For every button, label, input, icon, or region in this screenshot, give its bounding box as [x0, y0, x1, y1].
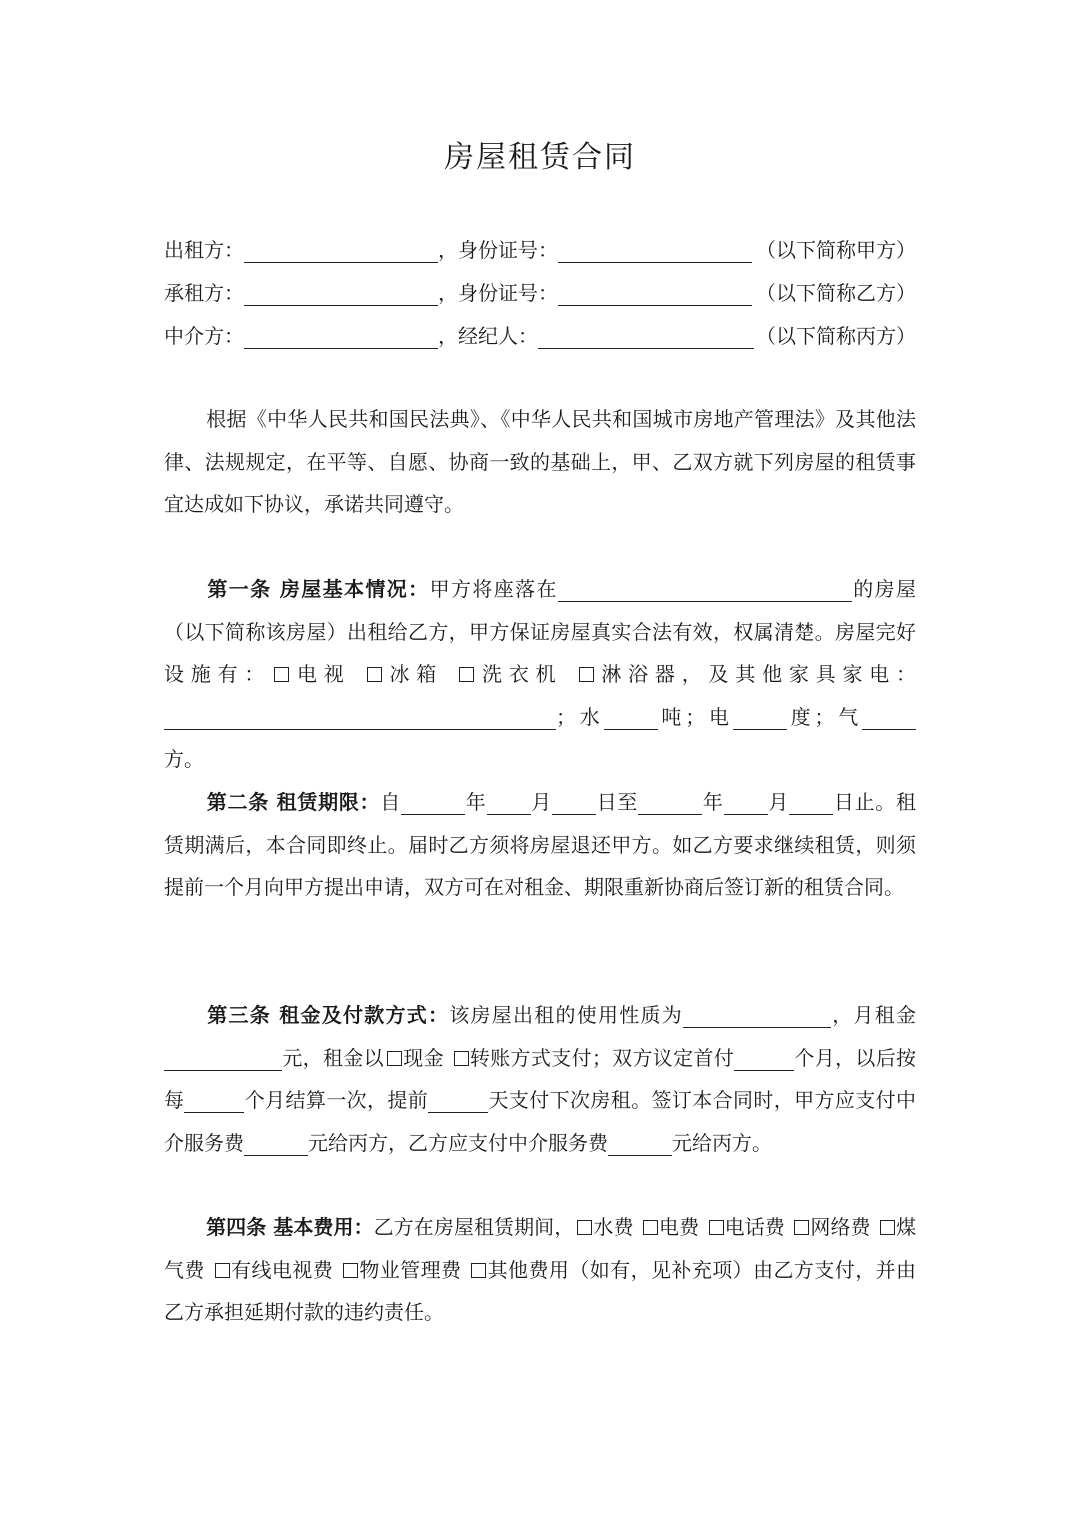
- article-2-text: 月: [767, 790, 790, 814]
- checkbox-icon[interactable]: [709, 1220, 724, 1235]
- appliances-blank: [164, 703, 556, 730]
- fee-label: 水费: [593, 1215, 634, 1239]
- electricity-blank: [733, 703, 787, 730]
- fee-label: 电话费: [724, 1215, 785, 1239]
- party-suffix: （以下简称丙方）: [756, 324, 916, 348]
- article-2-text: 租赁期满后，本合同即终止。届时乙方须将房屋退还甲方。如乙方要求继续租赁，则须提前一个月向甲方提出申请，双方可在对租金、期限重新协商后签订新的租赁合同。: [164, 790, 917, 899]
- checkbox-icon[interactable]: [577, 1220, 592, 1235]
- party-label: 中介方：: [164, 324, 244, 348]
- article-3-text: 个月结算一次，提前: [244, 1088, 429, 1112]
- start-month-blank: [487, 788, 531, 815]
- fee-label: 煤气费: [164, 1215, 917, 1282]
- document-title: 房屋租赁合同: [444, 140, 636, 175]
- article-3-text: 元给丙方。: [672, 1130, 772, 1155]
- checkbox-icon[interactable]: [643, 1220, 658, 1235]
- end-day-blank: [789, 788, 833, 815]
- checkbox-icon[interactable]: [274, 667, 289, 682]
- fee-label: 其他费用（如有，见补充项）: [487, 1257, 754, 1282]
- article-1-text: 度；气: [786, 704, 863, 729]
- article-1-text: 吨；电: [657, 704, 733, 729]
- gas-blank: [862, 703, 916, 730]
- party-lessee: [164, 272, 916, 314]
- end-year-blank: [638, 788, 702, 815]
- article-4-heading: 第四条 基本费用：: [206, 1215, 374, 1239]
- article-4-text: 乙方在房屋租赁期间，: [373, 1215, 575, 1239]
- id-blank: [558, 279, 752, 306]
- article-2-text: 日止。: [833, 790, 897, 814]
- item-label: 洗衣机: [475, 662, 563, 686]
- article-3-text: 转账方式支付；双方议定首付: [469, 1045, 735, 1070]
- article-4: [164, 1206, 916, 1334]
- lessee-fee-blank: [608, 1129, 672, 1156]
- checkbox-icon[interactable]: [459, 667, 474, 682]
- article-1-text: ，及其他家具家电：: [681, 662, 917, 686]
- fee-label: 物业管理费: [358, 1257, 462, 1282]
- party-lessor: [164, 229, 916, 271]
- fee-label: 有线电视费: [230, 1257, 334, 1282]
- article-3-text: ，月租金: [831, 1003, 917, 1027]
- id-blank: [558, 236, 752, 263]
- start-day-blank: [552, 788, 596, 815]
- article-3-text: 元给丙方，乙方应支付中介服务费: [308, 1130, 608, 1155]
- article-2-text: 自: [380, 790, 402, 814]
- name-blank: [244, 236, 438, 263]
- article-3-text: 该房屋出租的使用性质为: [449, 1003, 683, 1027]
- usage-blank: [683, 1001, 831, 1028]
- article-3-text: 元，租金以: [282, 1045, 384, 1070]
- party-label: 出租方：: [164, 238, 244, 262]
- article-1-text: 方。: [164, 747, 204, 771]
- article-2-text: 月: [530, 790, 552, 814]
- article-2-text: 日至: [595, 790, 639, 814]
- article-2-text: 年: [702, 790, 724, 814]
- id-label: ，身份证号：: [438, 238, 558, 262]
- fee-label: 网络费: [810, 1215, 871, 1239]
- agent-label: ，经纪人：: [438, 324, 538, 348]
- checkbox-icon[interactable]: [579, 667, 594, 682]
- agent-blank: [538, 322, 754, 349]
- article-3: [164, 994, 916, 1164]
- checkbox-icon[interactable]: [215, 1263, 230, 1278]
- checkbox-icon[interactable]: [367, 667, 382, 682]
- checkbox-icon[interactable]: [471, 1263, 486, 1278]
- article-2-heading: 第二条 租赁期限：: [206, 790, 381, 814]
- item-label: 淋浴器: [594, 662, 682, 686]
- party-suffix: （以下简称甲方）: [756, 238, 916, 262]
- first-payment-blank: [734, 1044, 794, 1071]
- article-1: [164, 568, 916, 781]
- checkbox-icon[interactable]: [880, 1220, 895, 1235]
- water-blank: [604, 703, 658, 730]
- end-month-blank: [724, 788, 768, 815]
- item-label: 电视: [290, 662, 351, 686]
- id-label: ，身份证号：: [438, 281, 558, 305]
- party-agency: [164, 315, 916, 357]
- start-year-blank: [401, 788, 465, 815]
- article-2-text: 年: [465, 790, 487, 814]
- article-1-text: 甲方将座落在: [429, 577, 558, 601]
- option-label: 现金: [402, 1045, 444, 1070]
- article-2: [164, 781, 916, 909]
- item-label: 冰箱: [382, 662, 444, 686]
- name-blank: [244, 279, 438, 306]
- checkbox-icon[interactable]: [794, 1220, 809, 1235]
- lessor-fee-blank: [244, 1129, 308, 1156]
- advance-days-blank: [428, 1086, 488, 1113]
- preamble-text: 根据《中华人民共和国民法典》、《中华人民共和国城市房地产管理法》及其他法律、法规规定，在平等、自愿、协商一致的基础上，甲、乙双方就下列房屋的租赁事宜达成如下协议，承诺共同遵守。: [164, 407, 916, 516]
- article-3-heading: 第三条 租金及付款方式：: [206, 1003, 450, 1027]
- article-3-text: 天支付下次房租。签订本合同时，甲方应支付中介服务费: [164, 1088, 916, 1155]
- checkbox-icon[interactable]: [343, 1263, 358, 1278]
- checkbox-icon[interactable]: [454, 1051, 469, 1066]
- article-3-text: 个月，以后按每: [164, 1045, 917, 1112]
- settlement-blank: [184, 1086, 244, 1113]
- fee-label: 电费: [658, 1215, 700, 1239]
- party-label: 承租方：: [164, 281, 244, 305]
- preamble-paragraph: [164, 398, 916, 526]
- checkbox-icon[interactable]: [387, 1051, 402, 1066]
- rent-blank: [164, 1044, 282, 1071]
- article-1-heading: 第一条 房屋基本情况：: [206, 577, 430, 601]
- location-blank: [558, 575, 852, 602]
- article-4-text: 由乙方支付，并由乙方承担延期付款的违约责任。: [164, 1257, 917, 1324]
- party-suffix: （以下简称乙方）: [756, 281, 916, 305]
- article-1-text: ；水: [556, 704, 604, 729]
- name-blank: [244, 322, 438, 349]
- article-1-text: 的房屋（以下简称该房屋）出租给乙方，甲方保证房屋真实合法有效，权属清楚。房屋完好设施有：: [164, 577, 917, 686]
